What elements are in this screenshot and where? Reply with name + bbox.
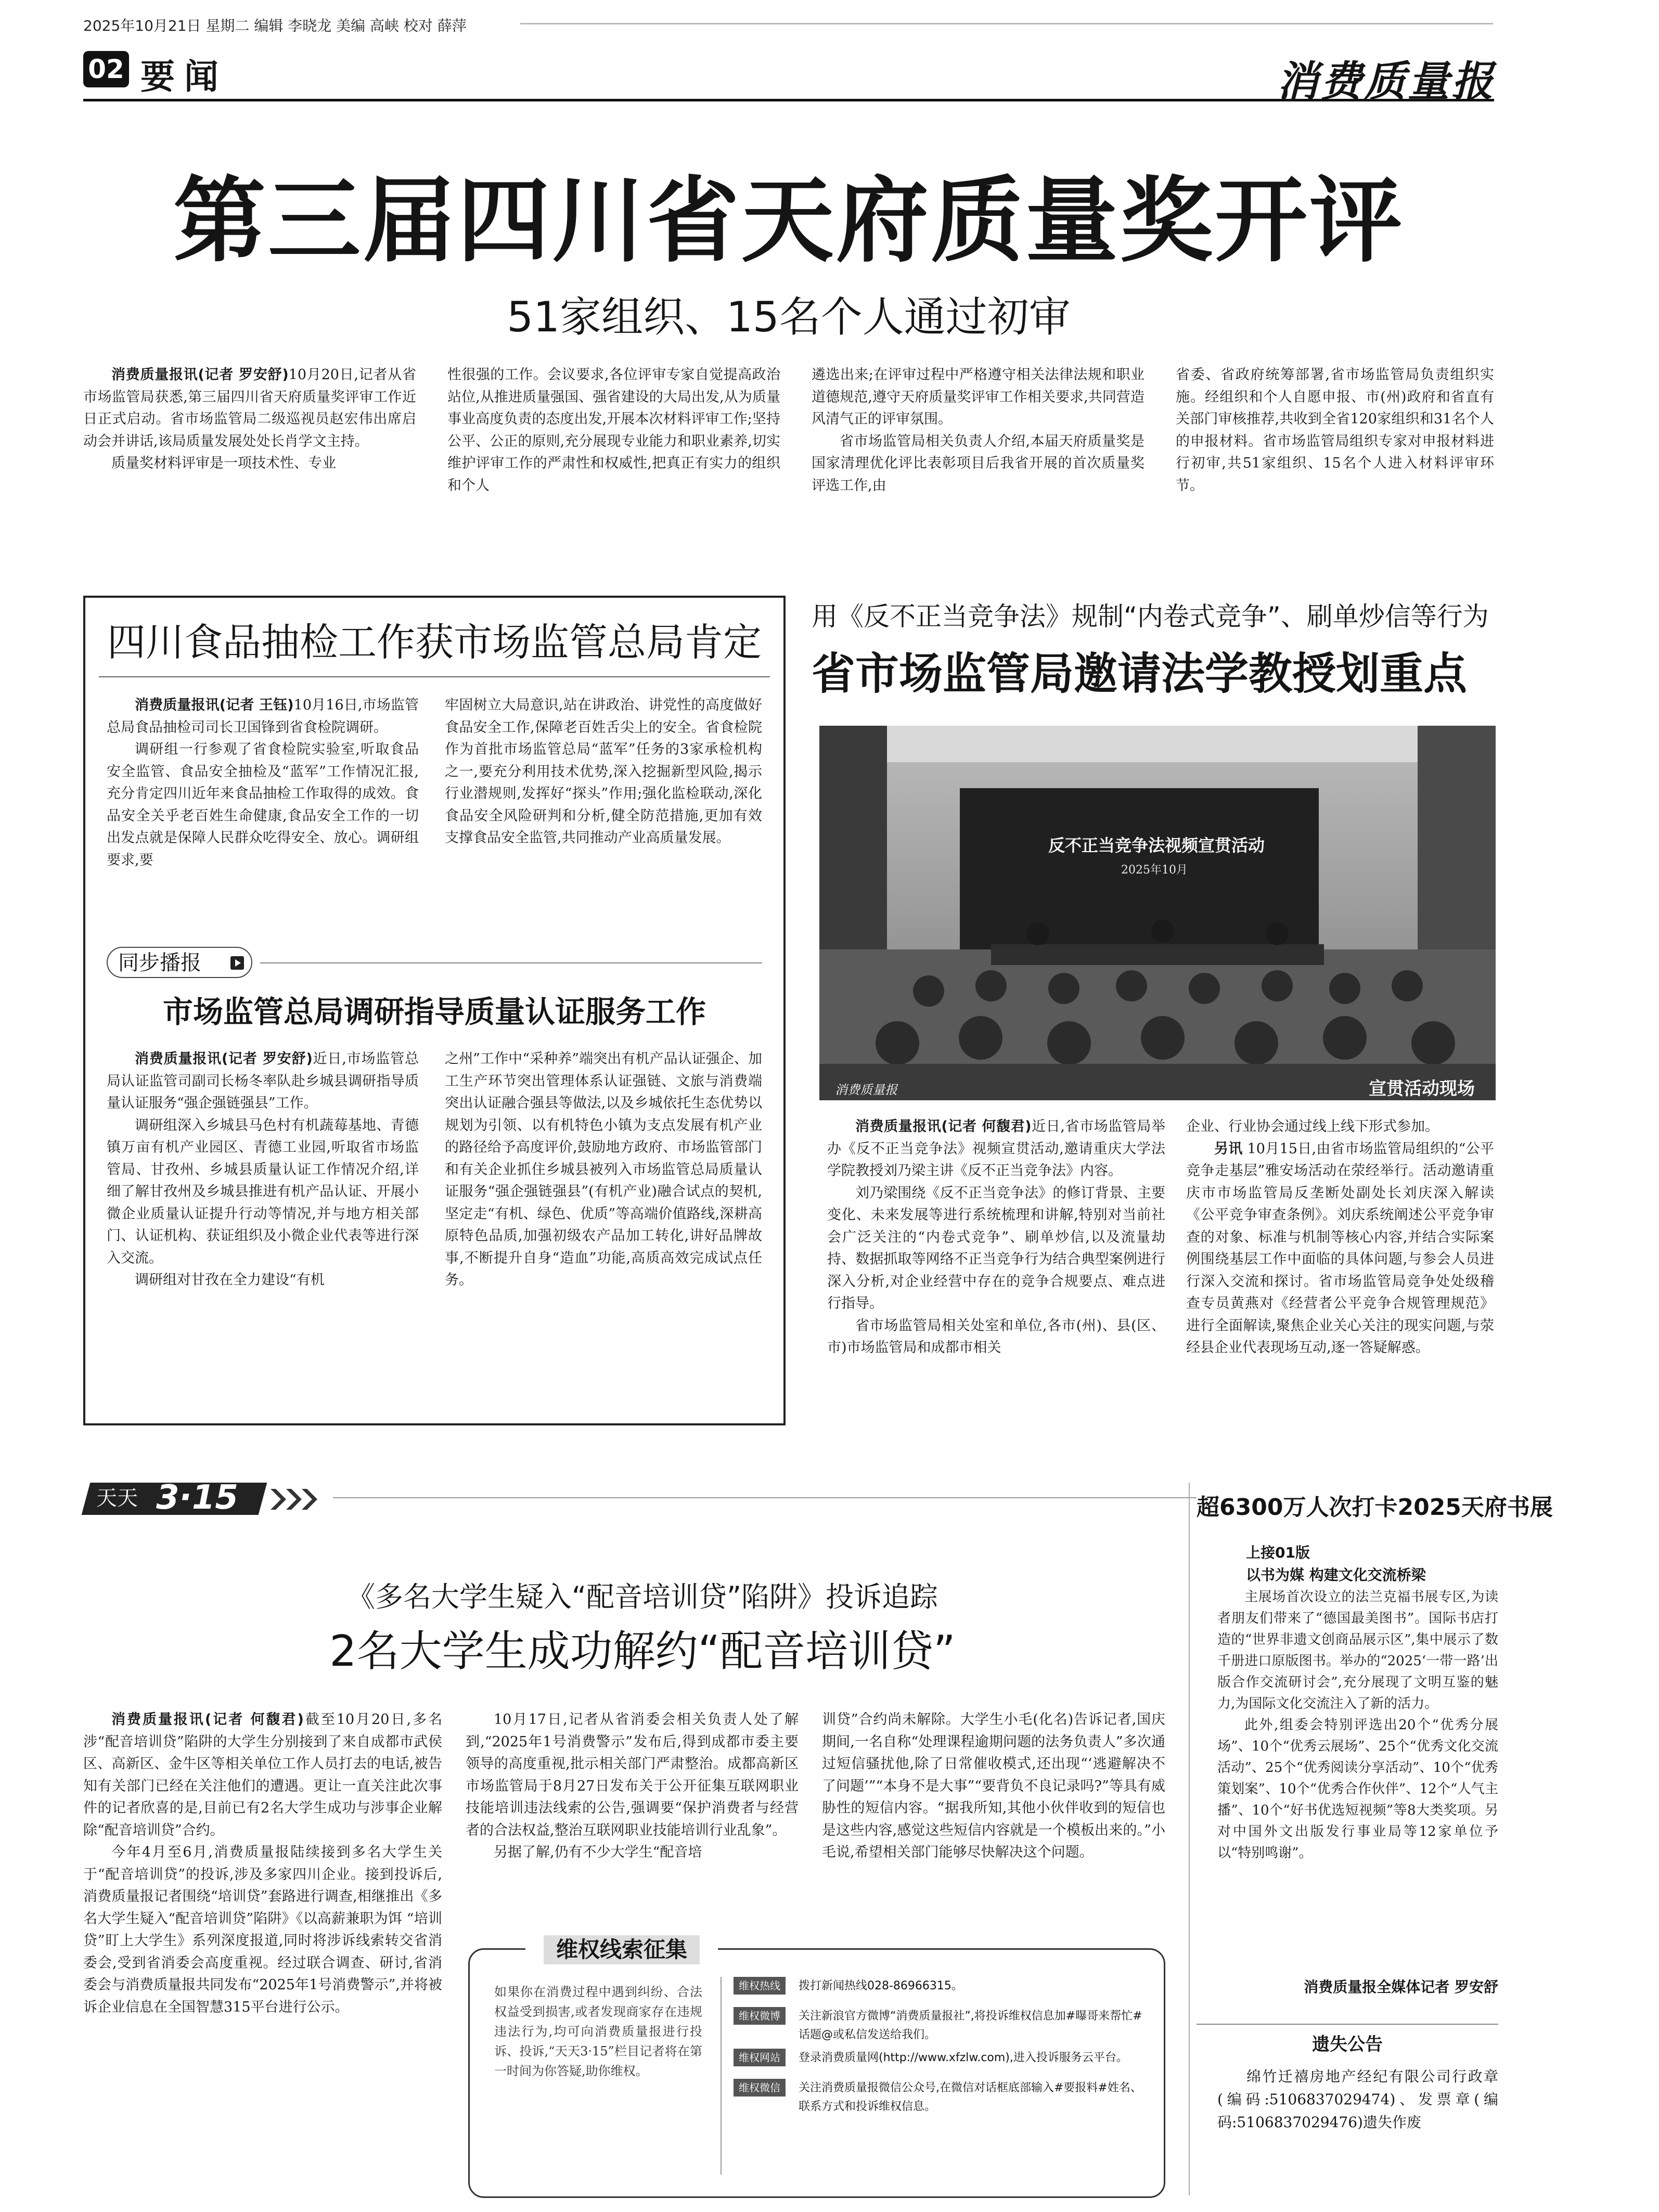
dubbing-col-1-p2: 今年4月至6月,消费质量报陆续接到多名大学生关于“配音培训贷”的投诉,涉及多家四川企业。接到投诉后,消费质量报记者围绕“培训贷”套路进行调查,相继推出《多名大学生疑入“配音培训贷”陷阱》《以高薪兼职为饵 “培训贷”盯上大学生》系列深度报道,同时将涉诉线索转交省消委会,受到省消委会高度重视。经过联合调查、研讨,省消委会与消费质量报共同发布“2025年1号消费警示”,并将被诉企业信息在全国智慧315平台进行公示。: [83, 1844, 442, 2015]
rights-row-website: [734, 2049, 1150, 2075]
event-photo: [819, 726, 1496, 1100]
dubbing-col-1-p1: 截至10月20日,多名涉“配音培训贷”陷阱的大学生分别接到了来自成都市武侯区、高新区、金牛区等相关单位工作人员打去的电话,被告知有关部门已经在关注他们的遭遇。更让一直关注此次事件的记者欣喜的是,目前已有2名大学生成功与涉事企业解除“配音培训贷”合约。: [83, 1712, 442, 1838]
main-col-3-p1: 遴选出来;在评审过程中严格遵守相关法律法规和职业道德规范,遵守天府质量奖评审工作相关要求,共同营造风清气正的评审氛围。: [812, 367, 1144, 427]
rights-row-hotline: [734, 1977, 1150, 2003]
dubbing-headline: 2名大学生成功解约“配音培训贷”: [329, 1627, 956, 1676]
chevrons-icon: [271, 1488, 323, 1511]
notice-title: 遗失公告: [1312, 2034, 1383, 2055]
play-icon: [230, 956, 244, 970]
cert-col-1: [107, 1048, 419, 1292]
main-col-3-p2: 省市场监管局相关负责人介绍,本届天府质量奖是国家清理优化评比表彰项目后我省开展的首次质量奖评选工作,由: [812, 433, 1144, 494]
book-body-p2: 此外,组委会特别评选出20个“优秀分展场”、10个“优秀云展场”、25个“优秀文化交流活动”、25个“优秀阅读分享活动”、10个“优秀策划案”、10个“优秀合作伙伴”、12个“人气主播”、10个“好书优选短视频”等8大类奖项。另对中国外文出版发行事业局等12家单位予以“特别鸣谢”。: [1217, 1717, 1498, 1861]
photo-banner-date: 2025年10月: [1121, 864, 1188, 877]
cert-headline: 市场监管总局调研指导质量认证服务工作: [162, 994, 706, 1030]
food-headline: 四川食品抽检工作获市场监管总局肯定: [107, 620, 762, 665]
dubbing-col-2-p1: 10月17日,记者从省消委会相关负责人处了解到,“2025年1号消费警示”发布后,得到成都市委主要领导的高度重视,批示相关部门严肃整治。成都高新区市场监管局于8月27日发布关于公开征集互联网职业技能培训违法线索的公告,强调要“保护消费者与经营者的合法权益,整治互联网职业技能培训行业乱象”。: [466, 1712, 799, 1838]
main-col-1: [83, 364, 416, 475]
competition-kicker: 用《反不正当竞争法》规制“内卷式竞争”、刷单炒信等行为: [812, 601, 1489, 632]
rights-row-wechat: [734, 2079, 1150, 2116]
competition-aside-lead: 另讯: [1214, 1140, 1243, 1157]
photo-banner: 反不正当竞争法视频宣贯活动: [1048, 835, 1265, 855]
competition-col-2-p2: 10月15日,由省市场监管局组织的“公平竞争走基层”雅安场活动在荥经举行。活动邀请重庆市市场监管局反垄断处副处长刘庆深入解读《公平竞争审查条例》。刘庆系统阐述公平竞争审查的对象、标准与机制等核心内容,并结合实际案例围绕基层工作中面临的具体问题,与参会人员进行深入交流和探讨。省市场监管局竞争处处级稽查专员黄燕对《经营者公平竞争合规管理规范》进行全面解读,聚焦企业关心关注的现实问题,与荥经县企业代表现场互动,逐一答疑解惑。: [1186, 1140, 1495, 1356]
sync-tag: [107, 947, 252, 978]
main-col-2: [447, 364, 780, 497]
dubbing-col-1: [83, 1709, 442, 2018]
cert-col-2-p1: 之州”工作中“采种养”端突出有机产品认证强企、加工生产环节突出管理体系认证强链、文旅与消费端突出认证融合强县等做法,以及乡城依托生态优势以规划为引领、以有机特色小镇为支点发展有机产业的路径给予高度评价,鼓励地方政府、市场监管部门和有关企业抓住乡城县被列入市场监管总局质量认证服务“强企强链强县”(有机产业)融合试点的契机,坚定走“有机、绿色、优质”等高端价值路线,深耕高原特色品质,加强初级农产品加工转化,讲好品牌故事,不断提升自身“造血”功能,高质高效完成试点任务。: [445, 1051, 762, 1288]
competition-headline: 省市场监管局邀请法学教授划重点: [812, 648, 1468, 699]
book-jump-note: 上接01版: [1246, 1544, 1310, 1561]
food-col-2-p1: 牢固树立大局意识,站在讲政治、讲党性的高度做好食品安全工作,保障老百姓舌尖上的安全。省食检院作为首批市场监管总局“蓝军”任务的3家承检机构之一,要充分利用技术优势,深入挖掘新型风险,揭示行业潜规则,发挥好“探头”作用;强化监检联动,深化食品安全风险研判和分析,健全防范措施,更加有效支撑食品安全监管,共同推动产业高质量发展。: [445, 697, 762, 846]
notice-text: 绵竹迁禧房地产经纪有限公司行政章(编码:5106837029474)、发票章(编码:5106837029476)遗失作废: [1217, 2068, 1498, 2131]
competition-byline: 消费质量报讯(记者 何馥君): [855, 1118, 1032, 1135]
main-col-2-p1: 性很强的工作。会议要求,各位评审专家自觉提高政治站位,从推进质量强国、强省建设的大局出发,从为质量事业高度负责的态度出发,开展本次材料评审工作;坚持公平、公正的原则,充分展现专业能力和职业素养,切实维护评审工作的严肃性和权威性,把真正有实力的组织和个人: [447, 367, 780, 494]
book-subhead: 以书为媒 构建文化交流桥梁: [1246, 1566, 1426, 1584]
rights-box-divider: [721, 1977, 722, 2175]
main-col-4: [1176, 364, 1494, 497]
dateline-rule: [520, 23, 1493, 24]
column-rule: [333, 1497, 1197, 1498]
rights-row-weibo-text: 关注新浪官方微博“消费质量报社”,将投诉维权信息加#曝哥来帮忙#话题@或私信发送给我们。: [799, 2010, 1142, 2041]
rights-rows: [734, 1977, 1150, 2116]
dubbing-byline: 消费质量报讯(记者 何馥君): [111, 1712, 304, 1728]
book-headline: 超6300万人次打卡2025天府书展: [1197, 1494, 1553, 1521]
photo-watermark: 消费质量报: [835, 1083, 897, 1097]
cert-byline: 消费质量报讯(记者 罗安舒): [135, 1051, 313, 1067]
cert-col-1-p2: 调研组深入乡城县马色村有机蔬莓基地、青德镇万亩有机产业园区、青德工业园,听取省市场监管局、甘孜州、乡城县质量认证工作情况介绍,详细了解甘孜州及乡城县推进有机产品认证、开展小微企业质量认证提升行动等情况,并与地方相关部门、认证机构、获证组织及小微企业代表等进行深入交流。: [107, 1117, 419, 1266]
column-prefix: 天天: [96, 1486, 138, 1510]
competition-col-2: [1186, 1116, 1494, 1359]
main-byline: 消费质量报讯(记者 罗安舒): [111, 367, 289, 383]
sync-rule: [260, 962, 762, 963]
sync-tag-label: 同步播报: [118, 951, 201, 975]
food-col-1-p1: 10月16日,市场监管总局食品抽检司司长卫国锋到省食检院调研。: [107, 697, 419, 736]
food-headline-rule: [99, 676, 770, 677]
main-col-1-p2: 质量奖材料评审是一项技术性、专业: [111, 455, 336, 471]
rights-row-weibo: [734, 2007, 1150, 2044]
dubbing-kicker: 《多名大学生疑入“配音培训贷”陷阱》投诉追踪: [347, 1580, 938, 1613]
food-col-2: [445, 695, 762, 850]
food-byline: 消费质量报讯(记者 王钰): [135, 697, 294, 713]
food-col-1-p2: 调研组一行参观了省食检院实验室,听取食品安全监管、食品安全抽检及“蓝军”工作情况汇报,充分肯定四川近年来食品抽检工作取得的成效。食品安全关乎老百姓生命健康,食品安全工作的一切出发点就是保障人民群众吃得安全、放心。调研组要求,要: [107, 741, 419, 868]
dubbing-col-2: [466, 1709, 799, 1864]
paper-name: 消费质量报: [1277, 57, 1495, 106]
book-body-p1: 主展场首次设立的法兰克福书展专区,为读者朋友们带来了“德国最美图书”。国际书店打造的“世界非遗文创商品展示区”,集中展示了数千册进口原版图书。举办的“2025‘一带一路’出版合作交流研讨会”,充分展现了文明互鉴的魅力,为国际文化交流注入了新的活力。: [1217, 1589, 1498, 1712]
main-col-3: [812, 364, 1144, 497]
cert-col-2: [445, 1048, 762, 1292]
rights-box-title: [525, 1935, 718, 1964]
rights-row-hotline-text: 拨打新闻热线028-86966315。: [799, 1979, 963, 1992]
dateline: 2025年10月21日 星期二 编辑 李晓龙 美编 高峡 校对 薛萍: [83, 17, 467, 34]
main-col-4-p1: 省委、省政府统筹部署,省市场监管局负责组织实施。经组织和个人自愿申报、市(州)政府和省直有关部门审核推荐,共收到全省120家组织和31名个人的申报材料。省市场监管局组织专家对申报材料进行初审,共51家组织、15名个人进入材料评审环节。: [1176, 367, 1494, 494]
rights-box-title-text: 维权线索征集: [544, 1935, 700, 1964]
competition-col-1-p1: 近日,省市场监管局举办《反不正当竞争法》视频宣贯活动,邀请重庆大学法学院教授刘乃梁主讲《反不正当竞争法》内容。: [827, 1118, 1165, 1179]
cert-col-1-p3: 调研组对甘孜在全力建设“有机: [135, 1272, 325, 1288]
competition-col-2-p1: 企业、行业协会通过线上线下形式参加。: [1186, 1118, 1439, 1135]
dubbing-col-2-p2: 另据了解,仍有不少大学生“配音培: [494, 1844, 702, 1860]
dubbing-col-3-p1: 训贷”合约尚未解除。大学生小毛(化名)告诉记者,国庆期间,一名自称“处理课程逾期问题的法务负责人”多次通过短信骚扰他,除了日常催收模式,还出现“‘逃避解决不了问题’”“本身不是大事”“要背负不良记录吗?”等具有威胁性的短信内容。“据我所知,其他小伙伴收到的短信也是这些内容,感觉这些短信内容就是一个模板出来的。”小毛说,希望相关部门能够尽快解决这个问题。: [822, 1712, 1165, 1860]
rights-row-website-text: 登录消费质量网(http://www.xfzlw.com),进入投诉服务云平台。: [799, 2051, 1128, 2064]
competition-col-1-p2: 刘乃梁围绕《反不正当竞争法》的修订背景、主要变化、未来发展等进行系统梳理和讲解,特别对当前社会广泛关注的“内卷式竞争”、刷单炒信,以及流量劫持、数据抓取等网络不正当竞争行为结合典型案例进行深入分析,对企业经营中存在的竞争合规要点、难点进行指导。: [827, 1185, 1165, 1311]
rights-row-wechat-label: 维权微信: [734, 2079, 786, 2097]
rights-row-website-label: 维权网站: [734, 2049, 786, 2066]
book-byline: 消费质量报全媒体记者 罗安舒: [1304, 1978, 1498, 1996]
page-number-badge: [83, 51, 129, 87]
cert-col-1-p1: 近日,市场监管总局认证监管司副司长杨冬率队赴乡城县调研指导质量认证服务“强企强链强县”工作。: [107, 1051, 419, 1111]
main-headline: 第三届四川省天府质量奖开评: [173, 167, 1404, 275]
column-mark: 3·15: [156, 1478, 238, 1517]
rights-row-wechat-text: 关注消费质量报微信公众号,在微信对话框底部输入#要报料#姓名、联系方式和投诉维权信息。: [799, 2081, 1142, 2113]
section-label: 要闻: [140, 56, 228, 97]
book-body: [1217, 1587, 1498, 1864]
rights-row-hotline-label: 维权热线: [734, 1977, 786, 1995]
right-column-divider: [1189, 1483, 1190, 2195]
competition-col-1: [827, 1116, 1165, 1359]
page-number: 02: [88, 54, 124, 84]
dubbing-col-3: [822, 1709, 1165, 1864]
column-logo: [86, 1477, 325, 1519]
main-subhead: 51家组织、15名个人通过初审: [507, 293, 1071, 341]
photo-caption: 宣贯活动现场: [1369, 1078, 1475, 1099]
rights-row-weibo-label: 维权微博: [734, 2007, 786, 2025]
main-col-1-p1: 10月20日,记者从省市场监管局获悉,第三届四川省天府质量奖评审工作近日正式启动。省市场监管局二级巡视员赵宏伟出席启动会并讲话,该局质量发展处处长肖学文主持。: [83, 367, 416, 449]
event-photo-image: [819, 726, 1496, 1100]
rights-box-intro: 如果你在消费过程中遇到纠纷、合法权益受到损害,或者发现商家存在违规违法行为,均可向消费质量报进行投诉、投诉,“天天3·15”栏目记者将在第一时间为你答疑,助你维权。: [494, 1985, 702, 2078]
notice-rule: [1197, 2024, 1498, 2025]
competition-col-1-p3: 省市场监管局相关处室和单位,各市(州)、县(区、市)市场监管局和成都市相关: [827, 1317, 1165, 1356]
food-col-1: [107, 695, 419, 871]
